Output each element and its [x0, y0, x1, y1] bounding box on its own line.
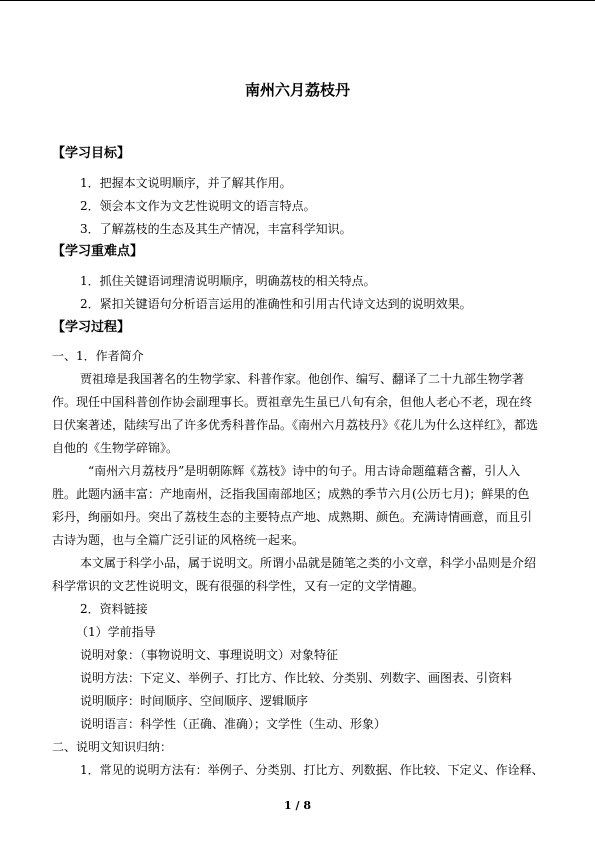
goals-item-1: 1．把握本文说明顺序，并了解其作用。	[80, 176, 292, 190]
process-line-5: 自他的《生物学碎锦》。	[52, 441, 179, 455]
document-title: 南州六月荔枝丹	[244, 81, 350, 99]
process-line-16: 说明顺序：时间顺序、空间顺序、逻辑顺序	[80, 694, 309, 708]
process-line-11: 科学常识的文艺性说明文，既有很强的科学性，又有一定的文学情趣。	[52, 579, 425, 593]
process-line-9: 古诗为题，也与全篇广泛引证的风格统一起来。	[52, 533, 305, 547]
process-line-18: 二、说明文知识归纳：	[52, 740, 173, 754]
process-line-3: 作。现任中国科普创作协会副理事长。贾祖章先生虽已八旬有余，但他人老心不老，现在终	[52, 395, 533, 409]
goals-item-3: 3．了解荔枝的生态及其生产情况，丰富科学知识。	[80, 222, 352, 236]
process-line-8: 彩丹，绚丽如丹。突出了荔枝生态的主要特点产地、成熟期、颜色。充满诗情画意，而且引	[52, 510, 533, 524]
process-line-19: 1．常见的说明方法有：举例子、分类别、打比方、列数据、作比较、下定义、作诠释、	[80, 763, 544, 777]
process-line-14: 说明对象：（事物说明文、事理说明文）对象特征	[80, 648, 339, 662]
process-heading: 【学习过程】	[52, 320, 131, 335]
goals-item-2: 2．领会本文作为文艺性说明文的语言特点。	[80, 199, 316, 213]
process-line-13: （1）学前指导	[76, 625, 156, 639]
process-line-6: “南州六月荔枝丹”是明朝陈辉《荔枝》诗中的句子。用古诗命题蕴藉含蓄，引人入	[88, 464, 521, 478]
process-line-17: 说明语言：科学性（正确、准确）；文学性（生动、形象）	[80, 717, 387, 731]
process-line-7: 胜。此题内涵丰富：产地南州，泛指我国南部地区；成熟的季节六月(公历七月)；鲜果的色	[52, 487, 530, 501]
keypoints-heading: 【学习重难点】	[52, 244, 144, 259]
process-line-1: 一、1．作者简介	[52, 349, 144, 363]
process-line-15: 说明方法：下定义、举例子、打比方、作比较、分类别、列数字、画图表、引资料	[80, 671, 513, 685]
page-number: 1 / 8	[284, 799, 311, 812]
keypoints-item-1: 1．抓住关键语词理清说明顺序，明确荔枝的相关特点。	[80, 274, 376, 288]
goals-heading: 【学习目标】	[52, 146, 131, 161]
process-line-12: 2．资料链接	[80, 602, 148, 616]
process-line-2: 贾祖璋是我国著名的生物学家、科普作家。他创作、编写、翻译了二十九部生物学著	[80, 372, 525, 386]
process-line-4: 日伏案著述，陆续写出了许多优秀科普作品。《南州六月荔枝丹》《花儿为什么这样红》，都选	[52, 418, 539, 432]
top-border-line	[0, 0, 595, 1]
process-line-10: 本文属于科学小品，属于说明文。所谓小品就是随笔之类的小文章，科学小品则是介绍	[80, 556, 537, 570]
keypoints-item-2: 2．紧扣关键语句分析语言运用的准确性和引用古代诗文达到的说明效果。	[80, 297, 472, 311]
